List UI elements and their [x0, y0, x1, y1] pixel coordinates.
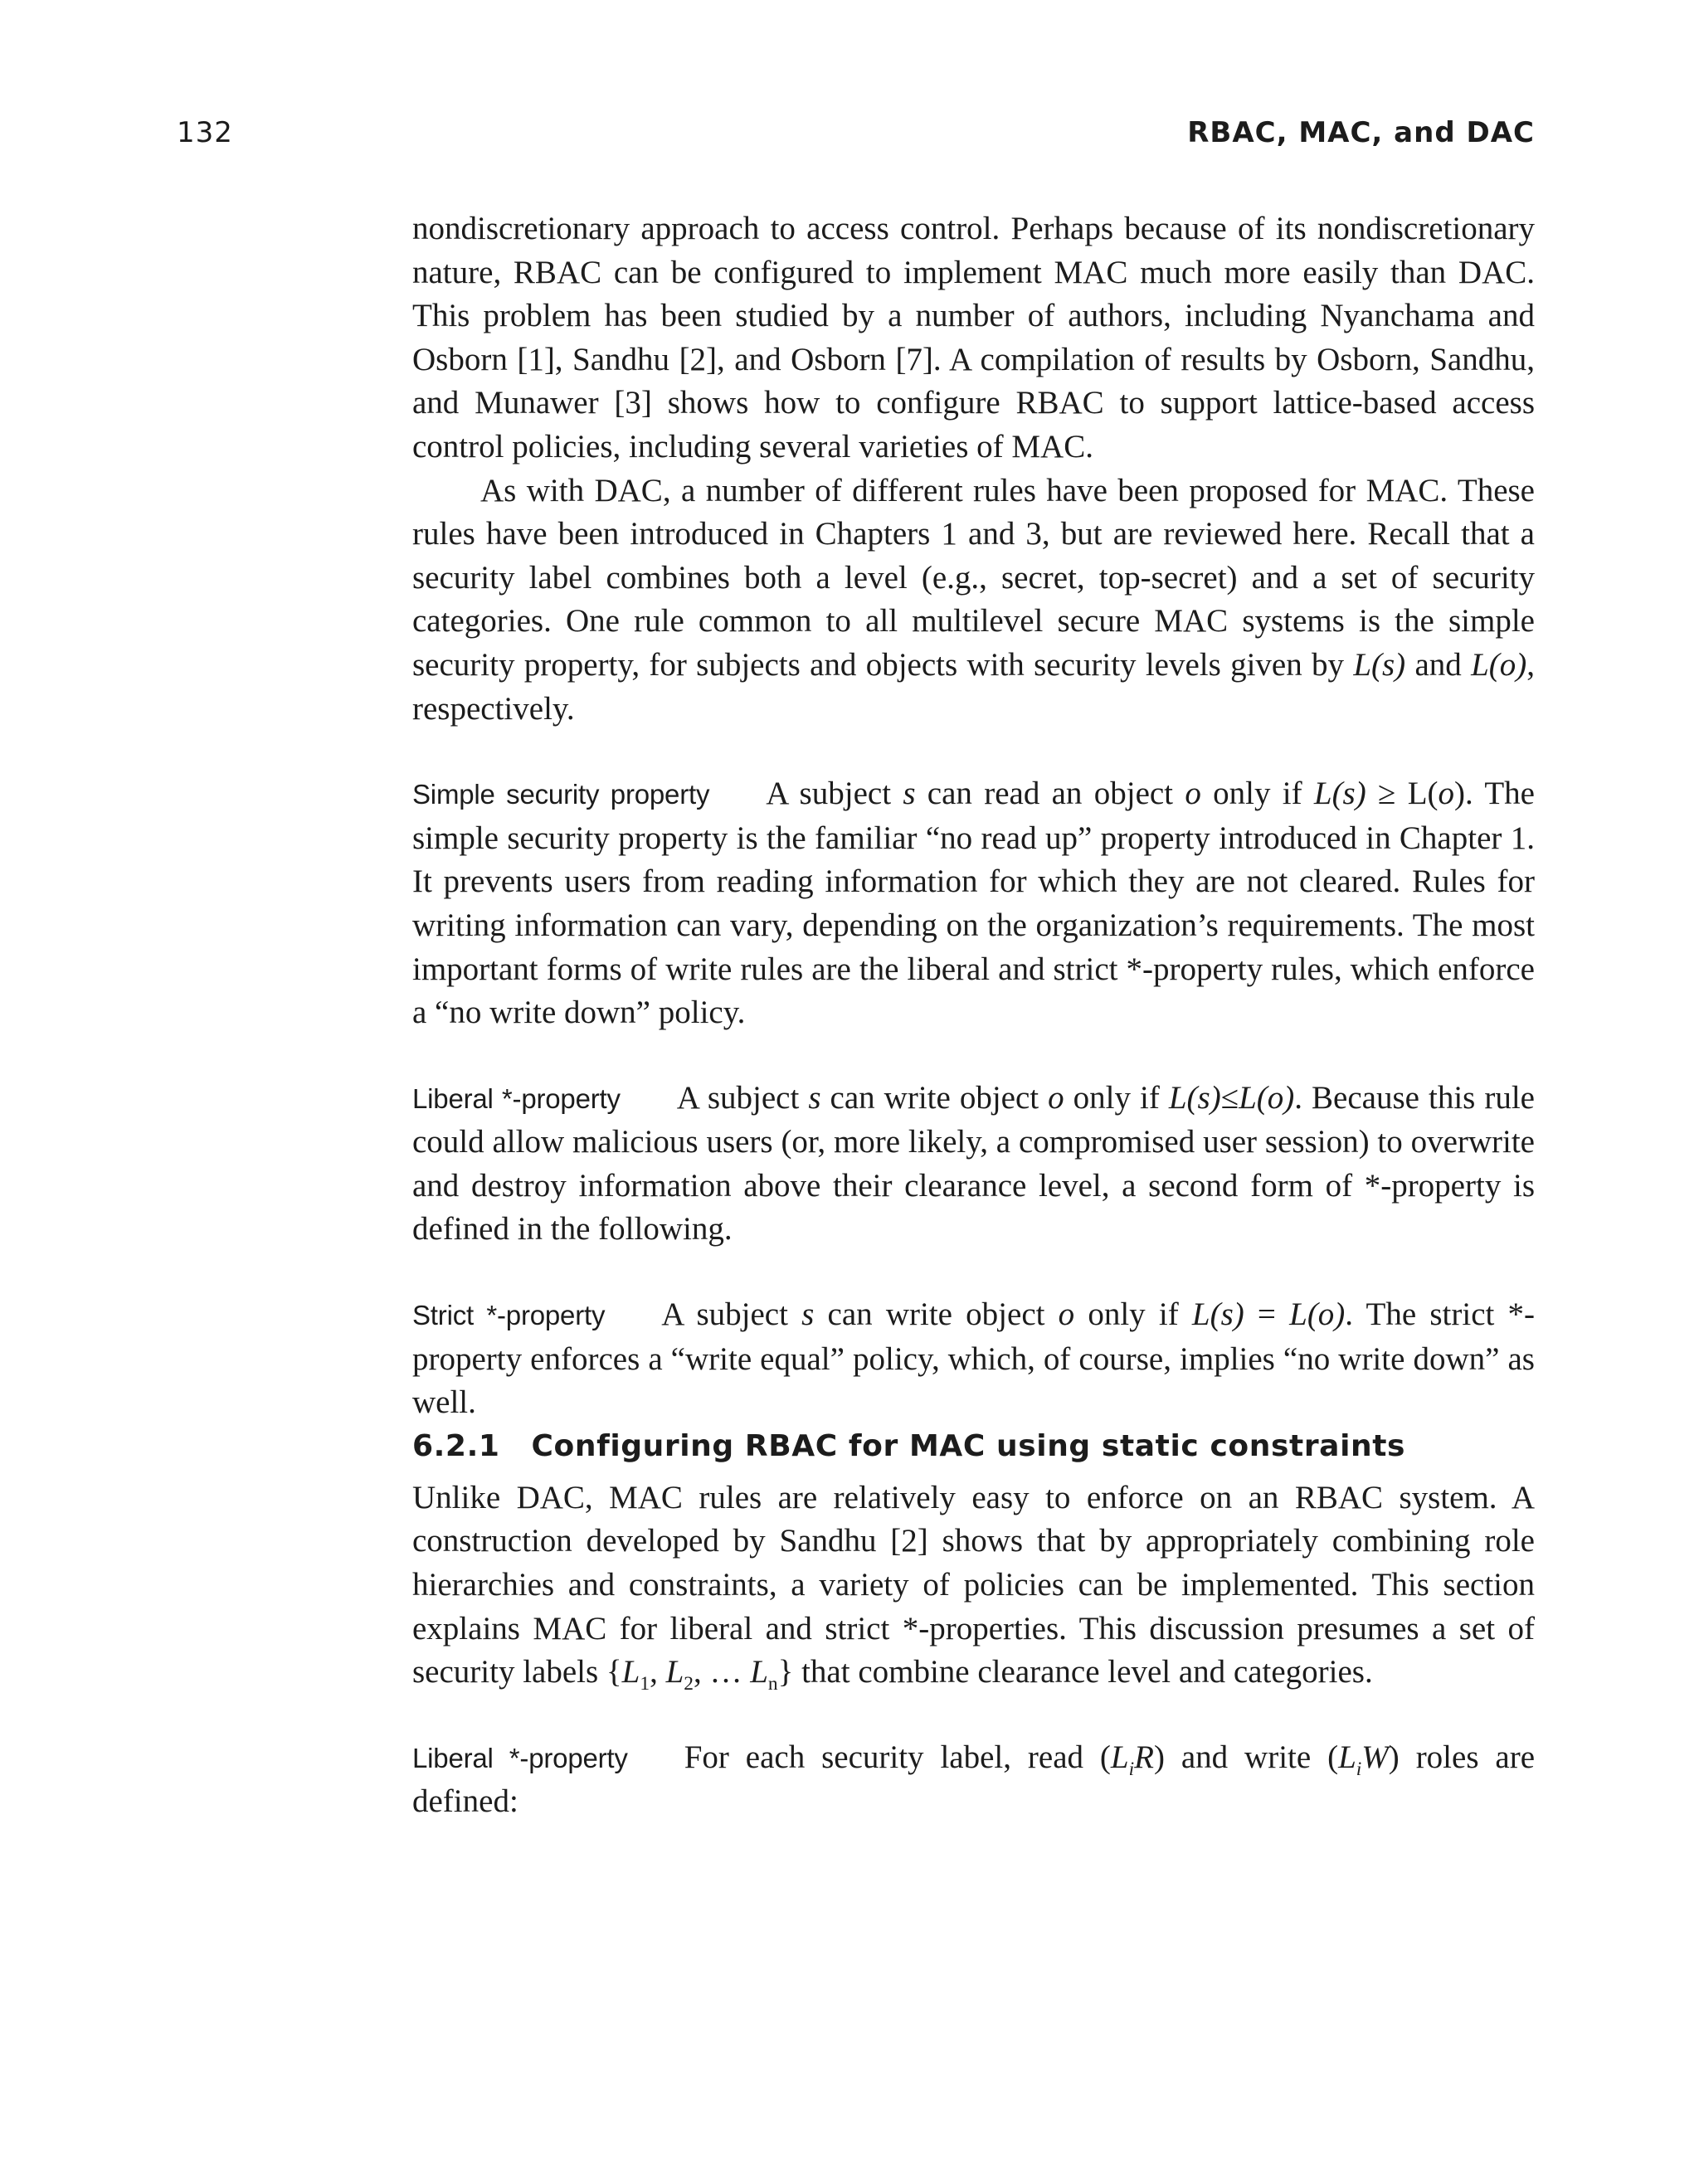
liberal-def-i: i [1128, 1758, 1135, 1780]
configuring-text: Unlike DAC, MAC rules are relatively easy to enforce on an RBAC system. A construction developed by Sandhu [2] shows that by appropriately combining role hierarchies and constraints, a variety of policies can be implemented. This section explains MAC for liberal and strict *-properties. This discussion presumes a set of security labels { [412, 1479, 1535, 1690]
liberal-def-t2: ) and write ( [1153, 1739, 1339, 1775]
mac-rules-text: As with DAC, a number of different rules have been proposed for MAC. These rules have been introduced in Chapters 1 and 3, but are reviewed here. Recall that a security label combines both a level (e.g., secret, top-secret) and a set of security categories. One rule common to all multilevel secure MAC systems is the simple security property, for subjects and objects with security levels given by [412, 472, 1535, 683]
strict-t2: can write object [814, 1296, 1059, 1333]
paragraph-mac-rules [412, 469, 1535, 732]
section-title: Configuring RBAC for MAC using static constraints [531, 1428, 1406, 1463]
strict-t1: A subject [661, 1296, 802, 1333]
simple-t5: ). The simple security property is the familiar “no read up” property introduced in Chapter 1. It prevents users from reading information for which they are not cleared. Rules for writing information can vary, depending on the organization’s requirements. The most important forms of write rules are the liberal and strict *-property rules, which enforce a “no write down” policy. [412, 776, 1535, 1031]
configuring-end: } that combine clearance level and categories. [777, 1654, 1373, 1690]
liberal-def-li-2: L [1338, 1739, 1356, 1775]
simple-s: s [903, 776, 916, 812]
liberal-ls: L(s) [1168, 1079, 1221, 1116]
paragraph-intro: nondiscretionary approach to access control. Perhaps because of its nondiscretionary nature, RBAC can be configured to implement MAC much more easily than DAC. This problem has been studied by a number of authors, including Nyanchama and Osborn [1], Sandhu [2], and Osborn [7]. A compilation of results by Osborn, Sandhu, and Munawer [3] shows how to configure RBAC to support lattice-based access control policies, including several varieties of MAC. [412, 211, 1535, 465]
running-head [177, 116, 1535, 156]
strict-s: s [801, 1296, 815, 1333]
simple-t3: only if [1200, 776, 1314, 812]
label-sub-n: n [767, 1673, 778, 1695]
liberal-def-li: L [1110, 1739, 1129, 1775]
section-number: 6.2.1 [412, 1428, 500, 1463]
rule-name-simple-security: Simple security property [412, 779, 710, 810]
liberal-def-t3: ) roles are defined: [412, 1739, 1536, 1820]
simple-t1: A subject [766, 776, 903, 812]
paragraph-configuring [412, 1476, 1535, 1695]
liberal-s: s [808, 1079, 821, 1116]
label-l1: L [621, 1654, 640, 1690]
label-sub-2: 2 [684, 1673, 694, 1695]
rule-name-liberal-def: Liberal *-property [412, 1742, 628, 1773]
body-text [412, 207, 1535, 1824]
rule-strict-property [412, 1293, 1535, 1425]
math-ls: L(s) [1353, 646, 1406, 683]
liberal-def-i-2: i [1356, 1758, 1362, 1780]
label-sub-1: 1 [640, 1673, 650, 1695]
label-ln: L [750, 1654, 768, 1690]
simple-t2: can read an object [915, 776, 1185, 812]
liberal-t4: ≤ [1220, 1079, 1239, 1116]
liberal-def-w: W [1361, 1739, 1389, 1775]
rule-name-strict: Strict *-property [412, 1300, 606, 1331]
simple-ls: L(s) [1313, 776, 1366, 812]
strict-t4: = [1244, 1296, 1290, 1333]
liberal-t3: only if [1064, 1079, 1169, 1116]
rule-simple-security [412, 772, 1535, 1035]
math-lo: L(o) [1471, 646, 1527, 683]
section-heading [412, 1425, 1535, 1468]
simple-t4: ≥ L( [1366, 776, 1439, 812]
mac-rules-end: , respectively. [412, 646, 1535, 727]
running-title: RBAC, MAC, and DAC [1187, 116, 1535, 149]
liberal-lo: L(o) [1239, 1079, 1295, 1116]
liberal-t1: A subject [676, 1079, 809, 1116]
strict-o: o [1058, 1296, 1075, 1333]
liberal-def-t1: For each security label, read ( [684, 1739, 1111, 1775]
simple-o: o [1185, 776, 1201, 812]
strict-t3: only if [1074, 1296, 1192, 1333]
strict-ls: L(s) [1191, 1296, 1244, 1333]
strict-lo: L(o) [1289, 1296, 1346, 1333]
label-comma: , [650, 1654, 666, 1690]
strict-t5: . The strict *-property enforces a “write equal” policy, which, of course, implies “no write down” as well. [412, 1296, 1536, 1421]
label-ellipsis: , … [693, 1654, 751, 1690]
rule-name-liberal: Liberal *-property [412, 1082, 621, 1114]
simple-o2: o [1438, 776, 1455, 812]
page-number: 132 [177, 116, 233, 149]
liberal-def-r: R [1134, 1739, 1154, 1775]
rule-liberal-property [412, 1077, 1535, 1252]
rule-liberal-definition [412, 1736, 1535, 1824]
liberal-t2: can write object [820, 1079, 1049, 1116]
liberal-o: o [1048, 1079, 1064, 1116]
label-l2: L [665, 1654, 684, 1690]
liberal-t5: . Because this rule could allow malicious users (or, more likely, a compromised user session) to overwrite and destroy information above their clearance level, a second form of *-property is defined in the following. [412, 1079, 1535, 1248]
mac-rules-and: and [1405, 646, 1472, 683]
